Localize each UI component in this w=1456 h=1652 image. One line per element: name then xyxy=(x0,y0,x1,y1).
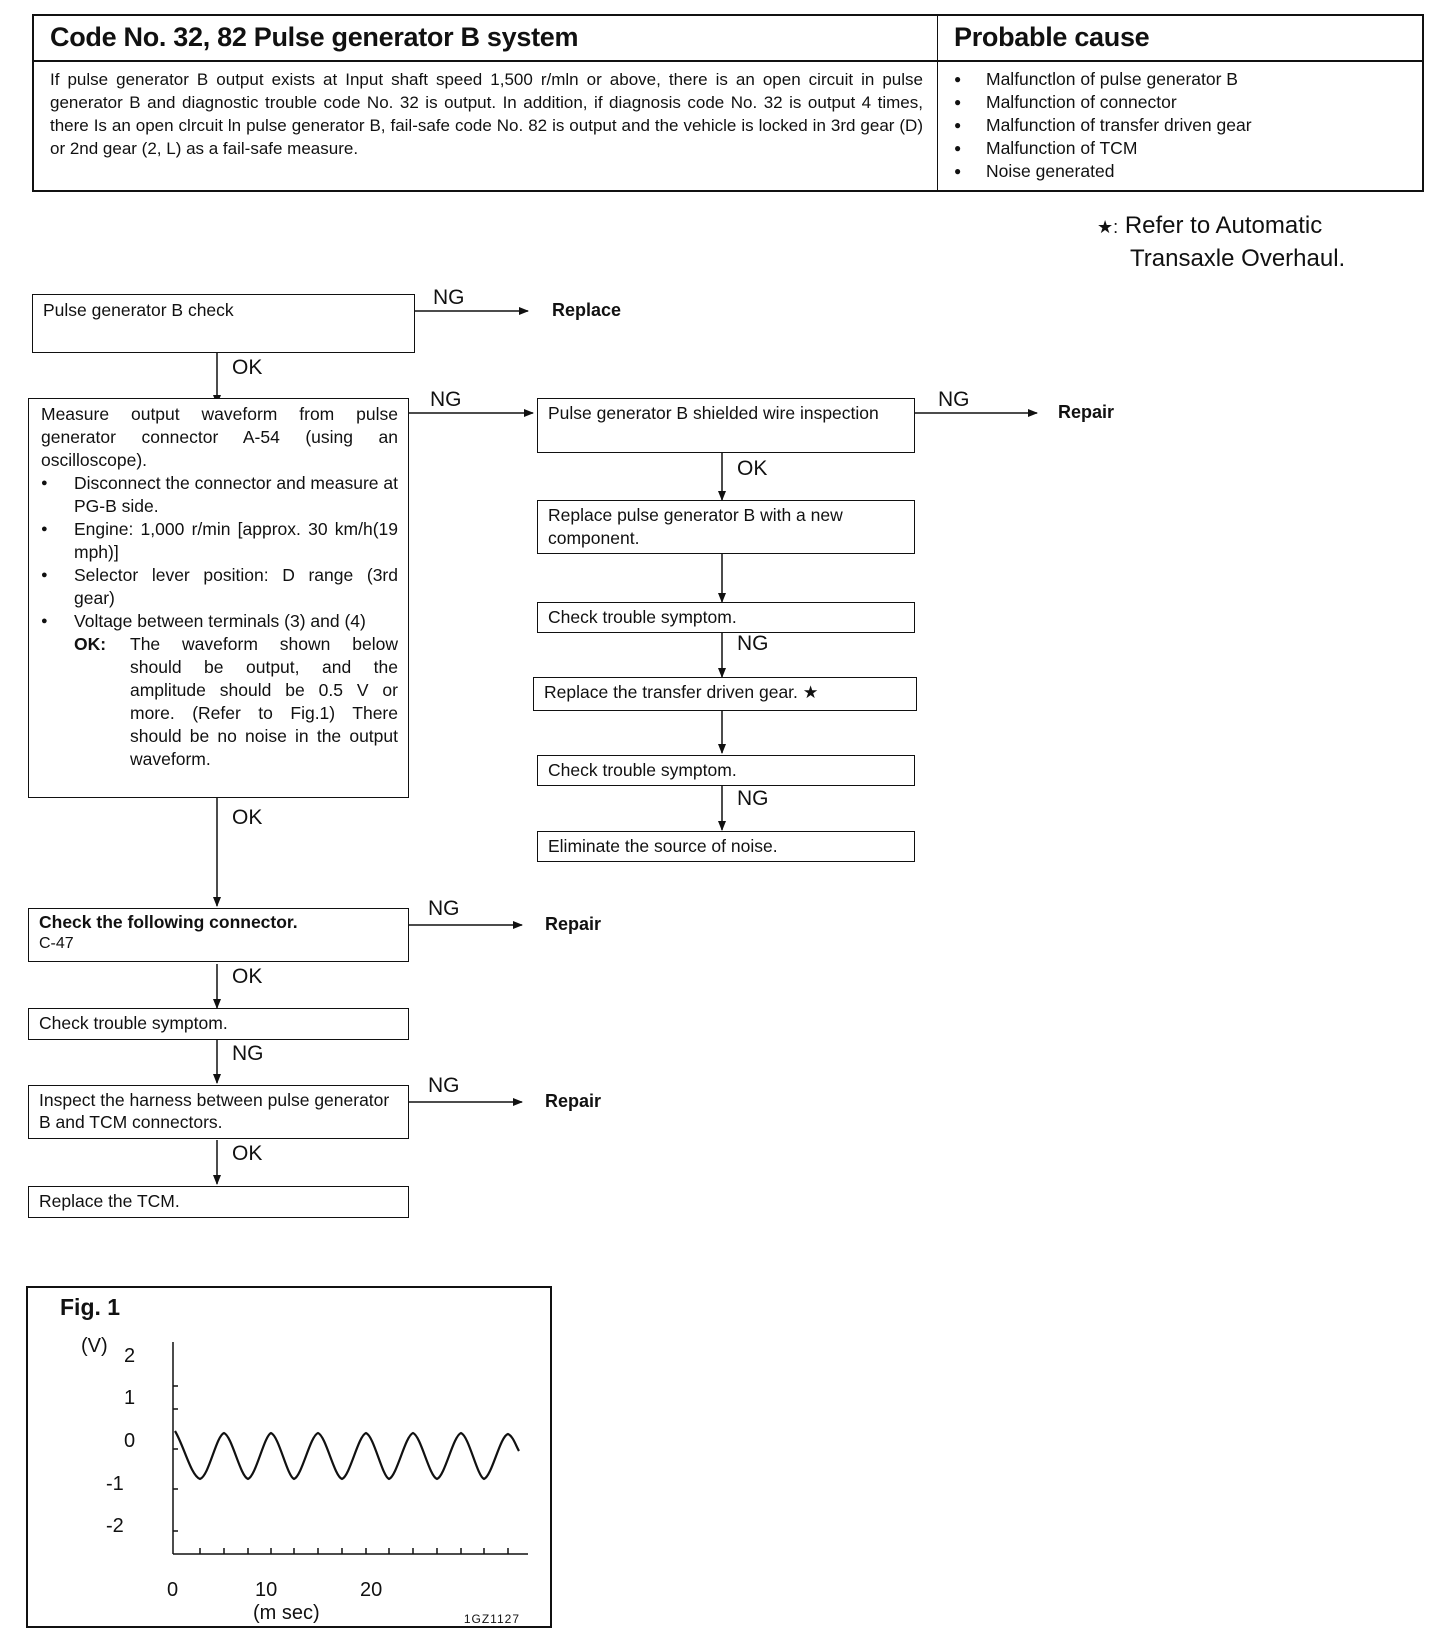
figure-code: 1GZ1127 xyxy=(463,1612,520,1626)
step-shielded-wire-inspection xyxy=(537,398,915,453)
step-pulse-generator-check xyxy=(32,294,415,353)
step-inspect-harness xyxy=(28,1085,409,1139)
step-text: Check trouble symptom. xyxy=(548,607,737,627)
step-text: Pulse generator B shielded wire inspection xyxy=(548,403,879,423)
step-check-trouble-symptom-3 xyxy=(28,1008,409,1040)
step-text: Replace the transfer driven gear. ★ xyxy=(544,682,819,702)
ok-label: OK xyxy=(232,1142,263,1165)
y-axis-unit: (V) xyxy=(81,1335,108,1357)
ng-label: NG xyxy=(430,388,462,411)
svg-text:-2: -2 xyxy=(106,1515,124,1537)
step-eliminate-noise xyxy=(537,831,915,862)
step-check-trouble-symptom-1 xyxy=(537,602,915,633)
star-icon: ★: xyxy=(1097,217,1119,237)
ok-text: The waveform shown below should be output, and the amplitude should be 0.5 V or more. (Refer to Fig.1) There should be no noise in the output waveform. xyxy=(130,634,398,769)
ok-label: OK xyxy=(232,806,263,829)
probable-cause-title: Probable cause xyxy=(938,16,1422,62)
result-repair: Repair xyxy=(545,914,602,934)
step-title: Check the following connector. xyxy=(39,912,298,932)
x-axis-unit: (m sec) xyxy=(253,1602,320,1624)
ng-label: NG xyxy=(433,286,465,309)
cause-item: ● Malfunctlon of pulse generator B xyxy=(952,68,1422,91)
step-replace-pulse-generator xyxy=(537,500,915,554)
code-description: If pulse generator B output exists at Input shaft speed 1,500 r/mln or above, there is an open circuit in pulse generator B and diagnostic trouble code No. 32 is output. In addition, if diagnosis code No. 32 is output 4 times, there Is an open clrcuit ln pulse generator B, fail-safe code No. 82 is output and the vehicle is locked in 3rd gear (D) or 2nd gear (2, L) as a fail-safe measure. xyxy=(50,70,923,158)
ok-label: OK xyxy=(232,356,263,379)
waveform-line xyxy=(175,1431,519,1479)
cause-item: ● Malfunction of TCM xyxy=(952,137,1422,160)
result-repair: Repair xyxy=(545,1091,602,1111)
step-text: Inspect the harness between pulse generator B and TCM connectors. xyxy=(39,1090,390,1132)
svg-text:0: 0 xyxy=(124,1430,136,1452)
step-text: Check trouble symptom. xyxy=(39,1013,228,1033)
step-text: Replace pulse generator B with a new component. xyxy=(548,505,843,548)
ok-label: OK xyxy=(737,457,768,480)
svg-text:20: 20 xyxy=(360,1579,383,1601)
ng-label: NG xyxy=(938,388,970,411)
condition-item: ● Selector lever position: D range (3rd gear) xyxy=(41,564,398,610)
step-replace-transfer-driven-gear xyxy=(533,677,917,711)
ng-label: NG xyxy=(428,897,460,920)
ok-criteria xyxy=(41,633,398,771)
svg-text:2: 2 xyxy=(124,1345,136,1367)
svg-text:-1: -1 xyxy=(106,1473,124,1495)
figure-title: Fig. 1 xyxy=(60,1294,121,1320)
step-text: Check trouble symptom. xyxy=(548,760,737,780)
svg-text:10: 10 xyxy=(255,1579,278,1601)
code-title: Code No. 32, 82 Pulse generator B system xyxy=(34,16,937,62)
note-line-1: Refer to Automatic xyxy=(1124,212,1323,239)
condition-item: ● Disconnect the connector and measure at PG-B side. xyxy=(41,472,398,518)
condition-item: ● Engine: 1,000 r/min [approx. 30 km/h(19 mph)] xyxy=(41,518,398,564)
svg-text:0: 0 xyxy=(167,1579,179,1601)
figure-1 xyxy=(26,1286,552,1628)
step-text: Replace the TCM. xyxy=(39,1191,180,1211)
ng-label: NG xyxy=(428,1074,460,1097)
ok-label: OK xyxy=(232,965,263,988)
step-check-trouble-symptom-2 xyxy=(537,755,915,786)
step-check-connector xyxy=(28,908,409,962)
cause-item: ● Noise generated xyxy=(952,160,1422,183)
step-text: Eliminate the source of noise. xyxy=(548,836,778,856)
step-measure-waveform xyxy=(28,398,409,798)
cause-item: ● Malfunction of connector xyxy=(952,91,1422,114)
ng-label: NG xyxy=(737,632,769,655)
result-replace: Replace xyxy=(552,300,622,320)
note-line-2: Transaxle Overhaul. xyxy=(1130,245,1346,272)
step-text: Pulse generator B check xyxy=(43,300,234,320)
step-intro: Measure output waveform from pulse generator connector A-54 (using an oscilloscope). xyxy=(41,404,398,470)
step-replace-tcm xyxy=(28,1186,409,1218)
svg-text:1: 1 xyxy=(124,1387,136,1409)
connector-id: C-47 xyxy=(39,935,74,952)
ng-label: NG xyxy=(232,1042,264,1065)
cause-item: ● Malfunction of transfer driven gear xyxy=(952,114,1422,137)
ok-key: OK: xyxy=(74,634,107,654)
measure-conditions-list xyxy=(41,472,398,633)
condition-item: ● Voltage between terminals (3) and (4) xyxy=(41,610,398,633)
result-repair: Repair xyxy=(1058,402,1115,422)
ng-label: NG xyxy=(737,787,769,810)
waveform-chart xyxy=(26,1286,552,1628)
